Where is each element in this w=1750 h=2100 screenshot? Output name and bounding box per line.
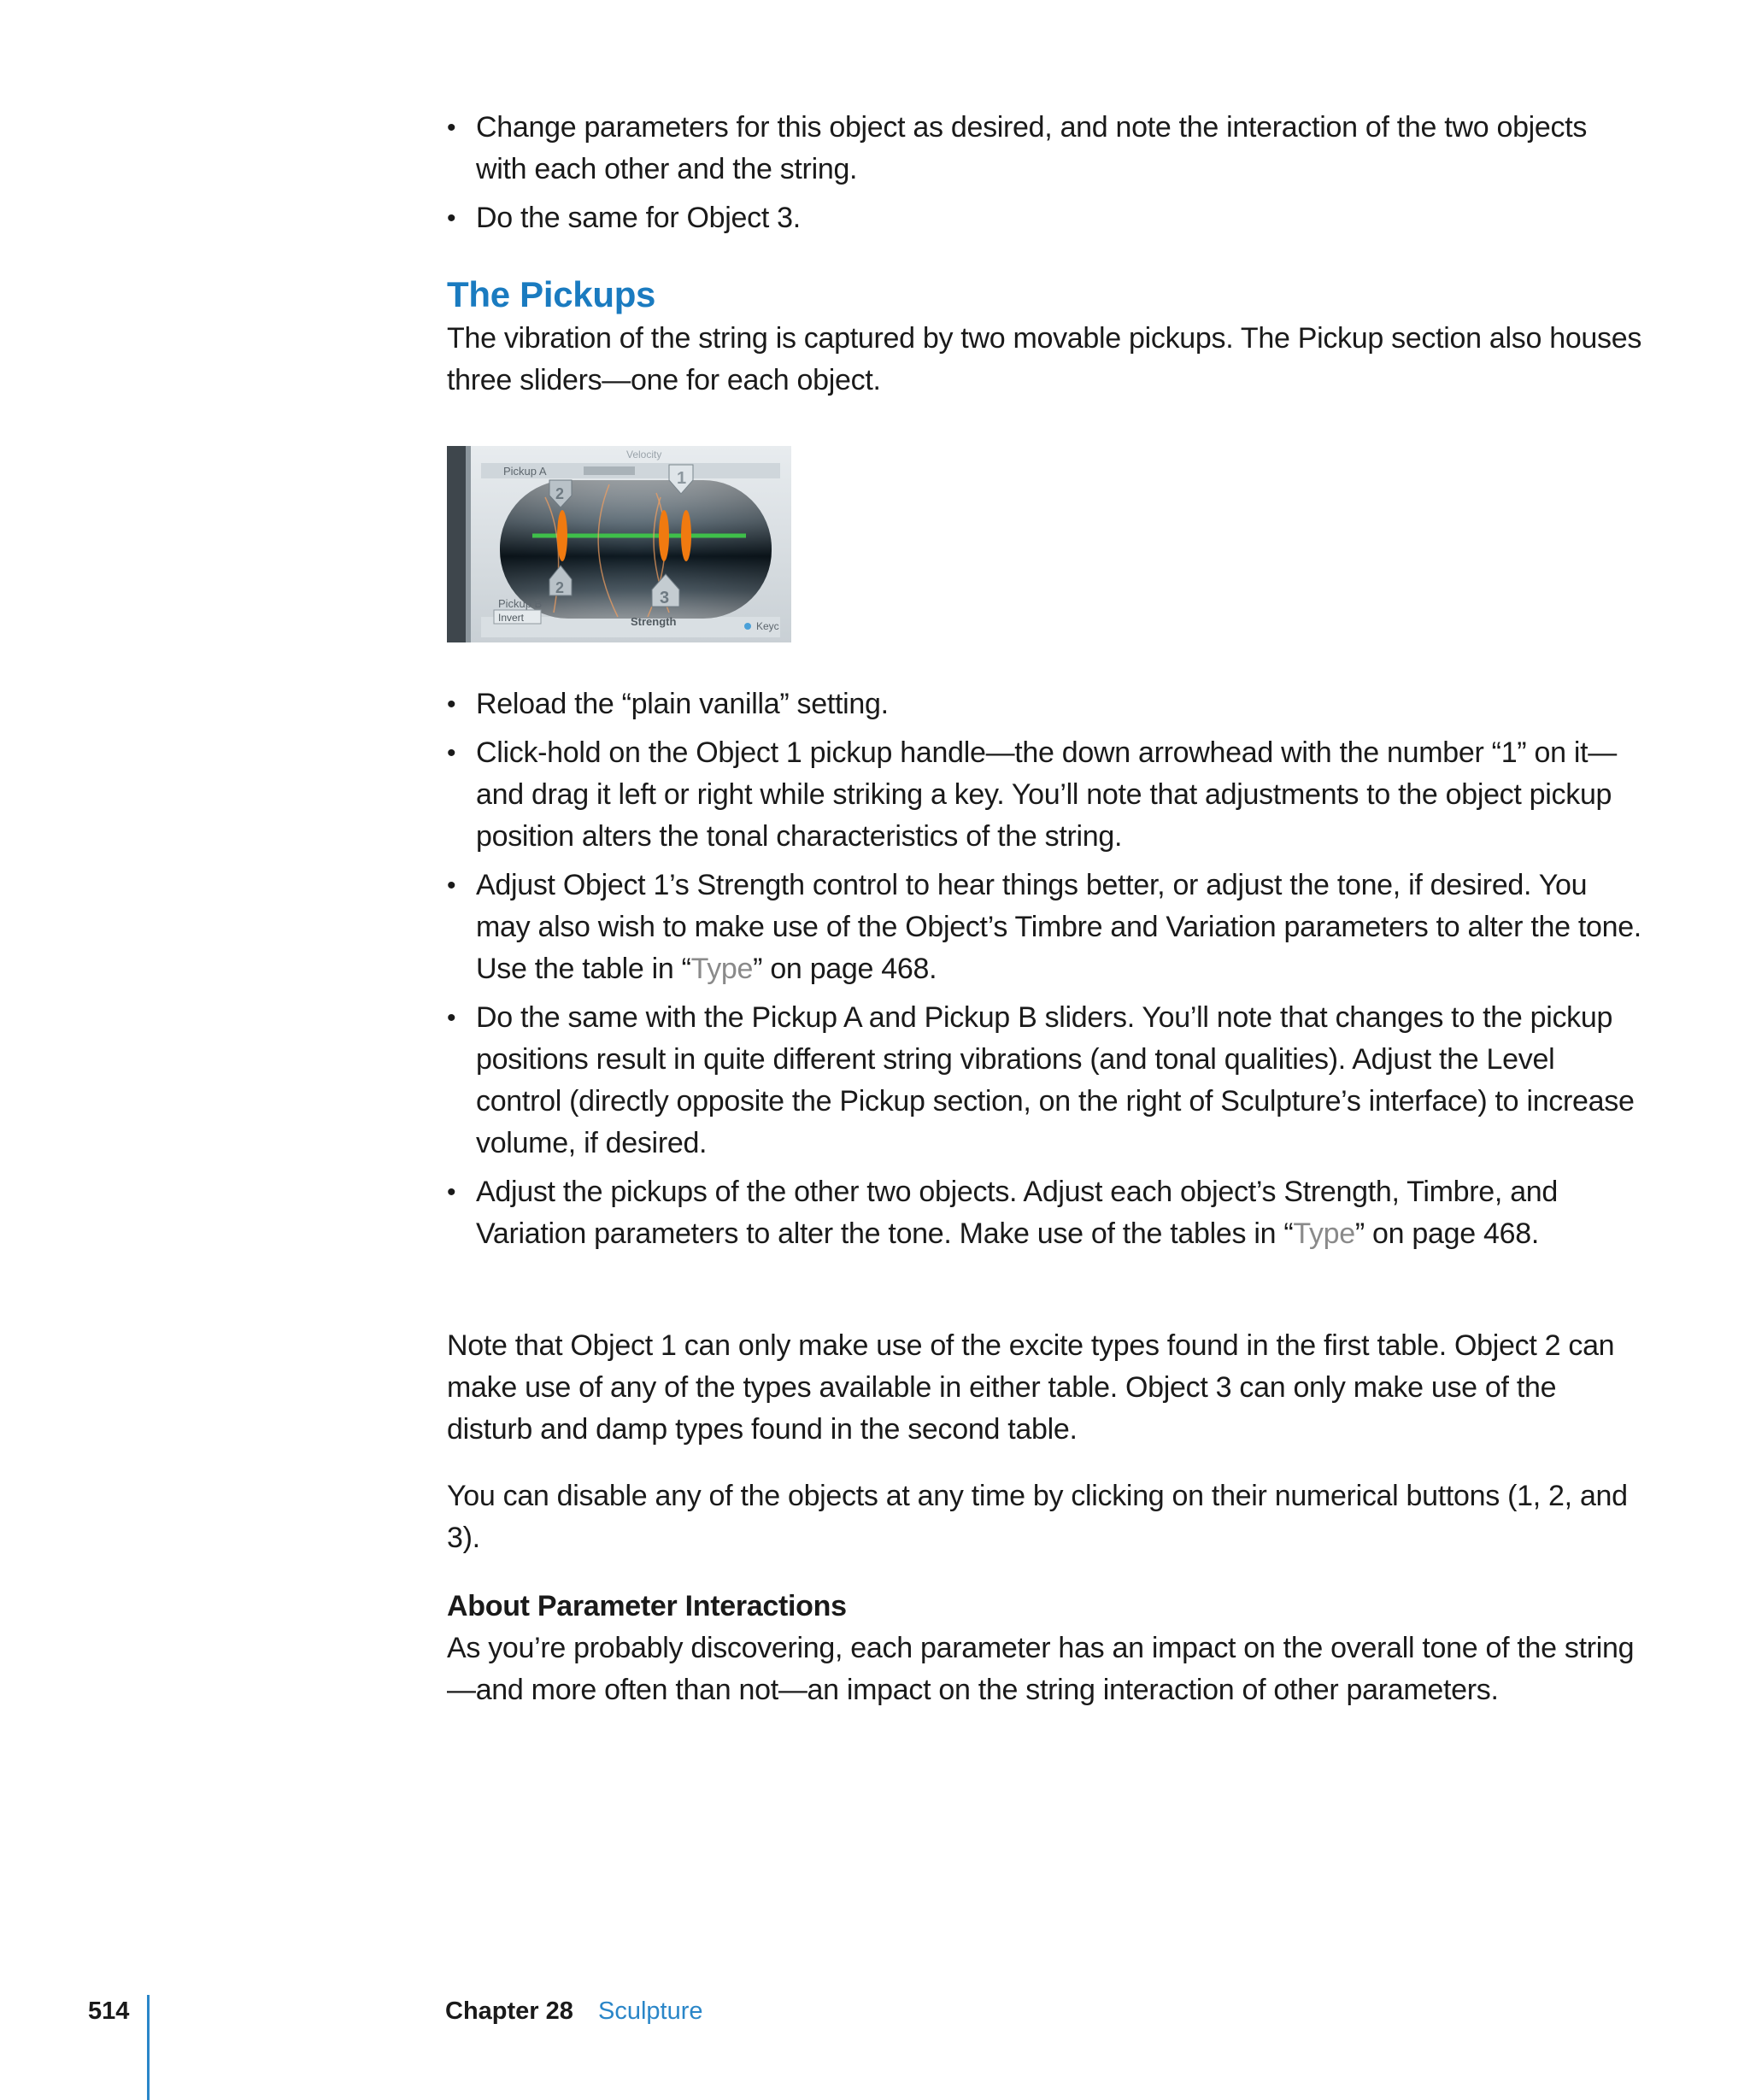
strength-label: Strength — [631, 615, 677, 628]
step-text: Adjust Object 1’s Strength control to hear things better, or adjust the tone, if desired. You may also wish to make use of the Object’s Timbre and Variation parameters to alter the tone. Use the table in “ — [476, 869, 1641, 985]
pickup-section-illustration — [447, 446, 791, 642]
pickup-section-figure — [447, 446, 791, 642]
svg-text:1: 1 — [677, 469, 687, 488]
note-paragraph: Note that Object 1 can only make use of the excite types found in the first table. Object 2 can make use of any of the types available in either table. Object 3 can only make use of the disturb and damp types found in the second table. — [447, 1329, 1615, 1446]
intro-bullet-list — [447, 107, 1643, 246]
paragraph-note — [447, 1325, 1643, 1451]
list-item — [447, 1171, 1643, 1255]
section-pickups — [447, 272, 1643, 402]
pickup-b-label: Pickup B — [498, 597, 543, 610]
keyscale-label: Keyc — [756, 620, 779, 632]
footer-chapter: Chapter 28 — [445, 1997, 573, 2025]
pickup-a-label: Pickup A — [503, 465, 547, 478]
svg-text:3: 3 — [660, 589, 670, 607]
footer-divider — [147, 1995, 150, 2100]
keyscale-indicator[interactable] — [744, 623, 751, 630]
list-item — [447, 865, 1643, 990]
velocity-label: Velocity — [626, 449, 662, 460]
type-link[interactable]: Type — [690, 953, 754, 985]
disable-paragraph: You can disable any of the objects at any time by clicking on their numerical buttons (1, 2, and 3). — [447, 1480, 1628, 1554]
step-text: Adjust the pickups of the other two objects. Adjust each object’s Strength, Timbre, and Variation parameters to alter the tone. Make use of the tables in “ — [476, 1176, 1559, 1250]
object-1-marker — [659, 510, 669, 561]
subsection-parameter-interactions — [447, 1586, 1643, 1711]
object-3-marker — [681, 510, 691, 561]
list-item: • Do the same with the Pickup A and Pickup B sliders. You’ll note that changes to the pickup positions result in quite different string vibrations (and tonal qualities). Adjust the Level control (directly opposite the Pickup section, on the right of Sculpture’s interface) to increase volume, if desired. — [447, 997, 1643, 1164]
footer-chapter-title[interactable]: Sculpture — [598, 1997, 703, 2025]
paragraph-disable — [447, 1475, 1643, 1559]
subsection-body: As you’re probably discovering, each parameter has an impact on the overall tone of the string—and more often than not—an impact on the string interaction of other parameters. — [447, 1632, 1635, 1706]
invert-label: Invert — [498, 612, 525, 624]
section-title: The Pickups — [447, 274, 656, 314]
list-item: • Do the same for Object 3. — [447, 197, 1643, 239]
type-link[interactable]: Type — [1293, 1217, 1355, 1250]
subsection-title: About Parameter Interactions — [447, 1590, 847, 1622]
steps-bullet-list — [447, 683, 1643, 1262]
page-number: 514 — [88, 1997, 130, 2025]
list-item: • Change parameters for this object as desired, and note the interaction of the two objects with each other and the string. — [447, 107, 1643, 191]
step-text: ” on page 468. — [753, 953, 937, 985]
step-text: ” on page 468. — [1354, 1217, 1539, 1250]
list-item: • Reload the “plain vanilla” setting. — [447, 683, 1643, 725]
list-item: • Click-hold on the Object 1 pickup handle—the down arrowhead with the number “1” on it—and drag it left or right while striking a key. You’ll note that adjustments to the object pickup position alters the tonal characteristics of the string. — [447, 732, 1643, 858]
svg-text:2: 2 — [555, 485, 565, 502]
svg-text:2: 2 — [555, 579, 565, 596]
section-intro: The vibration of the string is captured by two movable pickups. The Pickup section also houses three sliders—one for each object. — [447, 322, 1642, 396]
object-2-marker — [557, 510, 567, 561]
